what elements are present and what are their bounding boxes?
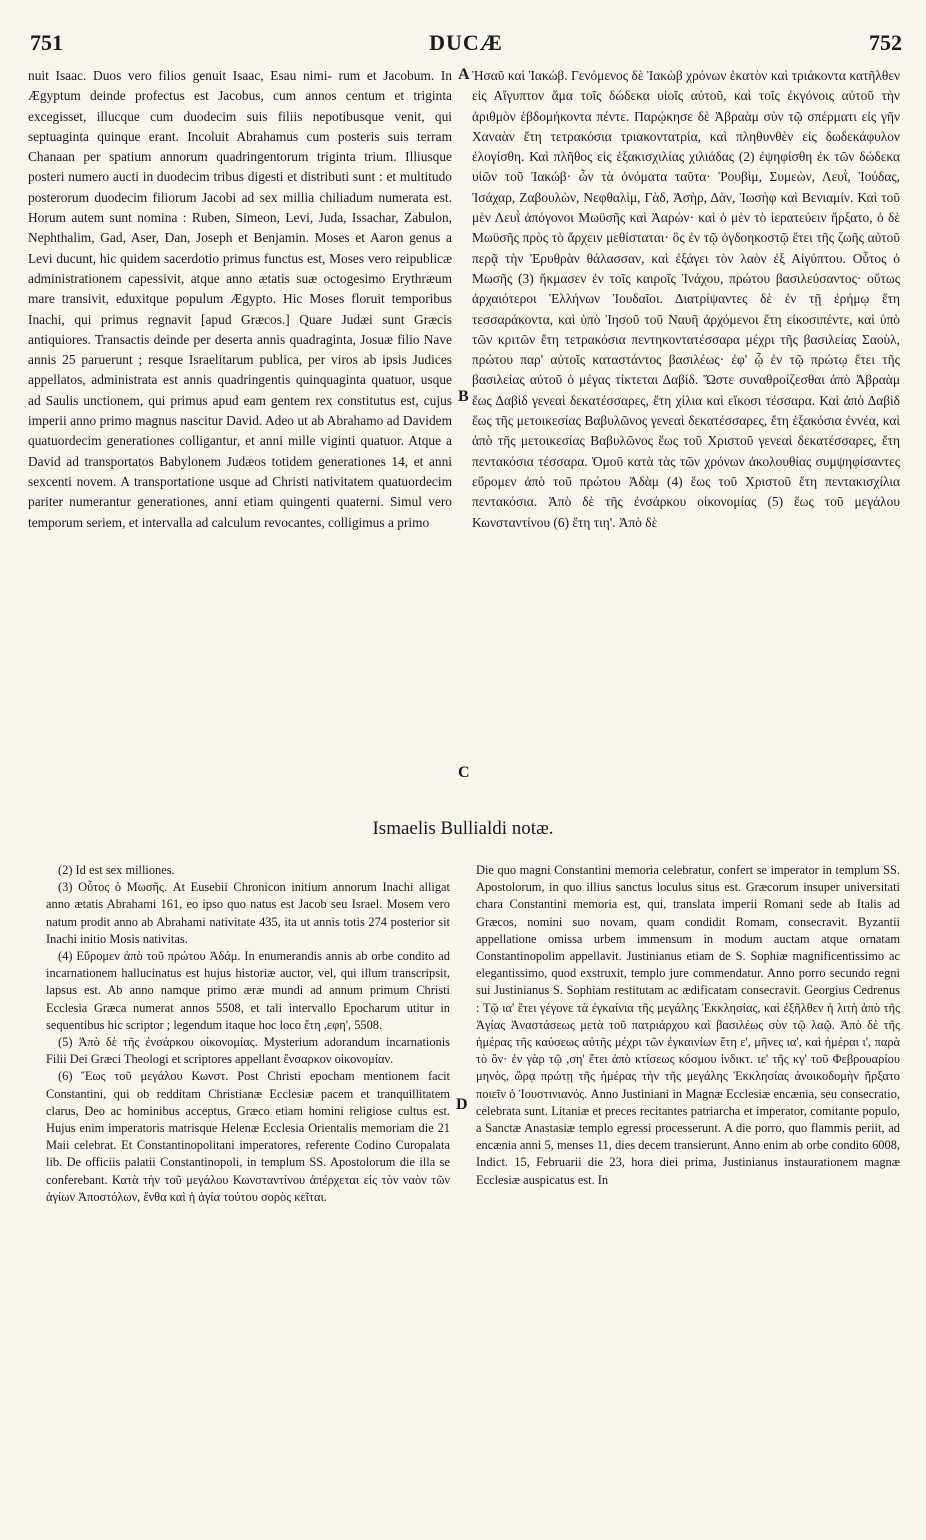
latin-column — [28, 66, 452, 533]
margin-letter-d: D — [456, 1096, 468, 1113]
note-continuation: Die quo magni Constantini memoria celebratur, confert se imperator in templum SS. Apostolorum, in quo illius sanctus loculus situs est. Græcorum insuper universitati chara Constantini memoria est, qui, translata imperii Romani sede ab Italis ad Græcos, nomini suo novam, quam condidit Romam, consecravit. Byzantii appellatione omissa urbem immensum in modum auctam atque ornatam Constantinopolim appellavit. Justinianus etiam de S. Sophiæ magnificentissimo ac elegantissimo, quod exstruxit, templo jure commendatur. Anno porro secundo regni sui Justinianus S. Sophiam restitutam ac ædificatam consecravit. Georgius Cedrenus : Τῷ ια' ἔτει γέγονε τὰ ἐγκαίνια τῆς μεγάλης Ἐκκλησίας, καὶ ἐξῆλθεν ἡ λιτὴ ἀπὸ τῆς Ἁγίας Ἀναστάσεως μετὰ τοῦ πατριάρχου καὶ βασιλέως σὺν τῷ λαῷ. Ἀπὸ δὲ τῆς ἡμέρας τῆς καύσεως αὐτῆς μέχρι τῶν ἐγκαινίων ἔτη ε', μῆνες ια', καὶ ἡμέραι ι', παρὰ τὸ ὂν· ἐν γὰρ τῷ ,ση' ἔτει ἀπὸ κτίσεως κόσμου ἰνδικτ. ιε' τῆς κγ' τοῦ Φεβρουαρίου μηνὸς, ὥρᾳ πρώτῃ τῆς ἡμέρας τὴν τῆς μεγάλης Ἐκκλησίας ἀνοικοδομὴν ἤρξατο ποιεῖν ὁ Ἰουστινιανός. Anno Justiniani in Magnæ Ecclesiæ encænia, seu consecratio, celebrata sunt. Litaniæ et preces recitantes patriarcha et imperator, comitante populo, a Sanctæ Anastasiæ templo egressi processerunt. A die porro, quo flammis periit, ad encænia anni 5, menses 11, dies decem transierunt. Anno enim ab orbe condito 6008, Indict. 15, Februarii die 23, hora diei prima, Justinianus instaurationem magnæ Ecclesiæ auspicatus est. In — [476, 863, 900, 1187]
note-2: (2) Id est sex milliones. — [58, 863, 175, 877]
note-5: (5) Ἀπὸ δὲ τῆς ἐνσάρκου οἰκονομίας. Mysterium adorandum incarnationis Filii Dei Græci Theologi et scriptores appellant ἔνσαρκον οἰκονομίαν. — [46, 1035, 450, 1067]
margin-letter-a: A — [458, 66, 470, 83]
notes-left-column — [46, 862, 450, 1206]
note-3: (3) Οὗτος ὁ Μωσῆς. At Eusebii Chronicon initium annorum Inachi alligat anno ætatis Abrahami 161, eo ipso quo natus est Jacob seu Israel. Mosem vero natum prodit anno ab Abrahami nativitate 435, ita ut annis totis 274 posterior sit Inachi initio Mosis nativitas. — [46, 880, 450, 946]
note-6: (6) Ἕως τοῦ μεγάλου Κωνστ. Post Christi epocham mentionem facit Constantini, qui ob redditam Christianæ Ecclesiæ pacem et tranquillitatem clarus, Deo ac hominibus acceptus, Græco etiam homini religiose cultus est. Hujus enim imperatoris matrisque Helenæ Ecclesia Orientalis memoriam die 21 Maii celebrat. Et Constantinopolitani imperatores, referente Codino Curopalata lib. De officiis palatii Constantinopoli, in templum SS. Apostolorum die illa se conferebant. Κατὰ τὴν τοῦ μεγάλου Κωνσταντίνου ἀπέρχεται εἰς τὸν ναὸν τῶν ἁγίων Ἀποστόλων, ἔνθα καὶ ἡ ἁγία τούτου σορὸς κεῖται. — [46, 1069, 450, 1204]
page-number-right: 752 — [869, 30, 902, 55]
greek-text: Ἠσαῦ καὶ Ἰακώβ. Γενόμενος δὲ Ἰακὼβ χρόνων ἑκατὸν καὶ τριάκοντα κατῆλθεν εἰς Αἴγυπτον ἅμα τοῖς δώδεκα υἱοῖς αὐτοῦ, καὶ τοῖς ἐκγόνοις αὐτοῦ τὴν ἀριθμὸν ἑβδομήκοντα πέντε. Παρῴκησε δὲ Ἀβραὰμ σὺν τῷ σπέρματι εἰς γῆν Χαναὰν ἔτη τετρακόσια τριακοντατρία, καὶ πληθυνθὲν εἰς δωδεκάφυλον ἐλογίσθη. Καὶ πλῆθος εἰς ἑξακισχιλίας χιλιάδας (2) ἐψηφίσθη ἐκ τῶν δώδεκα υἱῶν τοῦ Ἰακώβ· ὧν τὰ ὀνόματα ταῦτα· Ῥουβὶμ, Συμεὼν, Λευῒ, Ἰούδας, Ἰσάχαρ, Ζαβουλὼν, Νεφθαλὶμ, Γὰδ, Ἀσὴρ, Δὰν, Ἰωσὴφ καὶ Βενιαμίν. Καὶ τοῦ μὲν Λευῒ ἀπόγονοι Μωϋσῆς καὶ Ἀαρών· καὶ ὁ μὲν τὸ ἱερατεύειν ἤρξατο, ὁ δὲ Μωϋσῆς πρὸς τὸ ἄρχειν μεθίσταται· ὃς ἐν τῷ ὀγδοηκοστῷ ἔτει τῆς ζωῆς αὐτοῦ περᾷ τὴν Ἐρυθρὰν θάλασσαν, καὶ ἐξάγει τὸν λαὸν ἐξ Αἰγύπτου. Οὗτος ὁ Μωσῆς (3) ἤκμασεν ἐν τοῖς καιροῖς Ἰνάχου, πρώτου βασιλεύσαντος· οὕτως ἀρχαιότεροι Ἑλλήνων Ἰουδαῖοι. Διατρίψαντες δὲ ἐν τῇ ἐρήμῳ ἔτη τεσσαράκοντα, καὶ ὑπὸ Ἰησοῦ τοῦ Ναυῆ ἀρχόμενοι ἔτη εἰκοσιπέντε, καὶ ὑπὸ τῶν κριτῶν ἔτη τετρακόσια πεντηκοντατέσσαρα μέχρι τῆς βασιλείας Σαοὺλ, πρώτου παρ' αὐτοῖς καταστάντος βασιλέως· ἐφ' ᾧ ἐν τῷ πρώτῳ ἔτει τῆς βασιλείας αὐτοῦ ὁ μέγας τίκτεται Δαβίδ. Ὥστε συναθροίζεσθαι ἀπὸ Ἀβραὰμ ἕως Δαβὶδ γενεαὶ δεκατέσσαρες, ἔτη χίλια καὶ εἴκοσι τέσσαρα. Καὶ ἀπὸ Δαβὶδ ἕως τῆς μετοικεσίας Βαβυλῶνος γενεαὶ δεκατέσσαρες, ἔτη ἑξακόσια ἐννέα, καὶ ἀπὸ τῆς μετοικεσίας Βαβυλῶνος ἕως τοῦ Χριστοῦ γενεαὶ δεκατέσσαρες, ἔτη πεντακόσια τέσσαρα. Ὁμοῦ κατὰ τὰς τῶν χρόνων ἀκολουθίας συμψηφίσαντες εὕρομεν ἀπὸ τοῦ πρώτου Ἀδὰμ (4) ἕως τοῦ Χριστοῦ ἔτη πεντακισχίλια πεντακόσια. Ἀπὸ δὲ τῆς ἐνσάρκου οἰκονομίας (5) ἕως τοῦ μεγάλου Κωνσταντίνου (6) ἔτη τιη'. Ἀπὸ δὲ — [472, 68, 900, 530]
page-header — [30, 30, 902, 64]
notes-heading: Ismaelis Bullialdi notæ. — [372, 818, 554, 839]
margin-letter-b: B — [458, 388, 469, 405]
latin-text: nuit Isaac. Duos vero filios genuit Isaac, Esau nimi- rum et Jacobum. In Ægyptum deinde profectus est Jacobus, cum annos centum et triginta excegisset, illucque cum duodecim suis filiis nepotibusque venit, qui septuaginta quinque erant. Incoluit Abrahamus cum posteris suis terram Chanaan per spatium annorum quadringentorum triginta trium. Illiusque posteri numero aucti in duodecim tribus digesti et distributi sunt : et multitudo posterorum duodecim filiorum Jacobi ad sex millia chiliadum numerata est. Horum autem sunt nomina : Ruben, Simeon, Levi, Juda, Issachar, Zabulon, Nephthalim, Gad, Aser, Dan, Joseph et Benjamin. Moses et Aaron genus a Levi ducunt, hic quidem sacerdotio primus functus est, Moses vero reipublicæ administrationem capessivit, atque anno ætatis suæ octogesimo Erythræum mare transivit, eduxitque populum Ægypto. Hic Moses floruit temporibus Inachi, qui primus regnavit [apud Græcos.] Quare Judæi sunt Græcis antiquiores. Transactis deinde per deserta annis quadraginta, Josuæ filio Nave annis 25 paruerunt ; resque Israelitarum publica, per viros ab ipsis Judices appellatos, administrata est annis quadringentis quinquaginta quatuor, usque ad Saulis unctionem, qui primus apud eam gentem rex constitutus est, cujus imperii anno primo magnus nascitur David. Adeo ut ab Abrahamo ad Davidem quatuordecim generationes colligantur, et anni mille viginti quatuor. Atque a David ad transportatos Babylonem Judæos totidem generationes 14, et anni sexcenti novem. A transportatione usque ad Christi nativitatem quatuordecim pariter numerantur generationes, anni etiam quingenti quaterni. Simul vero temporum seriem, et intervalla ad calculum revocantes, colligimus a primo — [28, 68, 452, 530]
notes-right-column — [476, 862, 900, 1189]
note-4: (4) Εὕρομεν ἀπὸ τοῦ πρώτου Ἀδάμ. In enumerandis annis ab orbe condito ad incarnationem hallucinatus est hujus historiæ auctor, vel, qui illum transcripsit, lapsus est. Ab anno namque primo æræ mundi ad annum primum Christi Ecclesia Græca numerat annos 5508, et tali intervallo Epocharum utitur in sequentibus hic scriptor ; legendum itaque hoc loco ἔτη ,εφη', 5508. — [46, 949, 450, 1032]
running-title: DUCÆ — [429, 30, 503, 55]
greek-column — [472, 66, 900, 533]
page-number-left: 751 — [30, 30, 63, 55]
margin-letter-c: C — [458, 764, 470, 781]
